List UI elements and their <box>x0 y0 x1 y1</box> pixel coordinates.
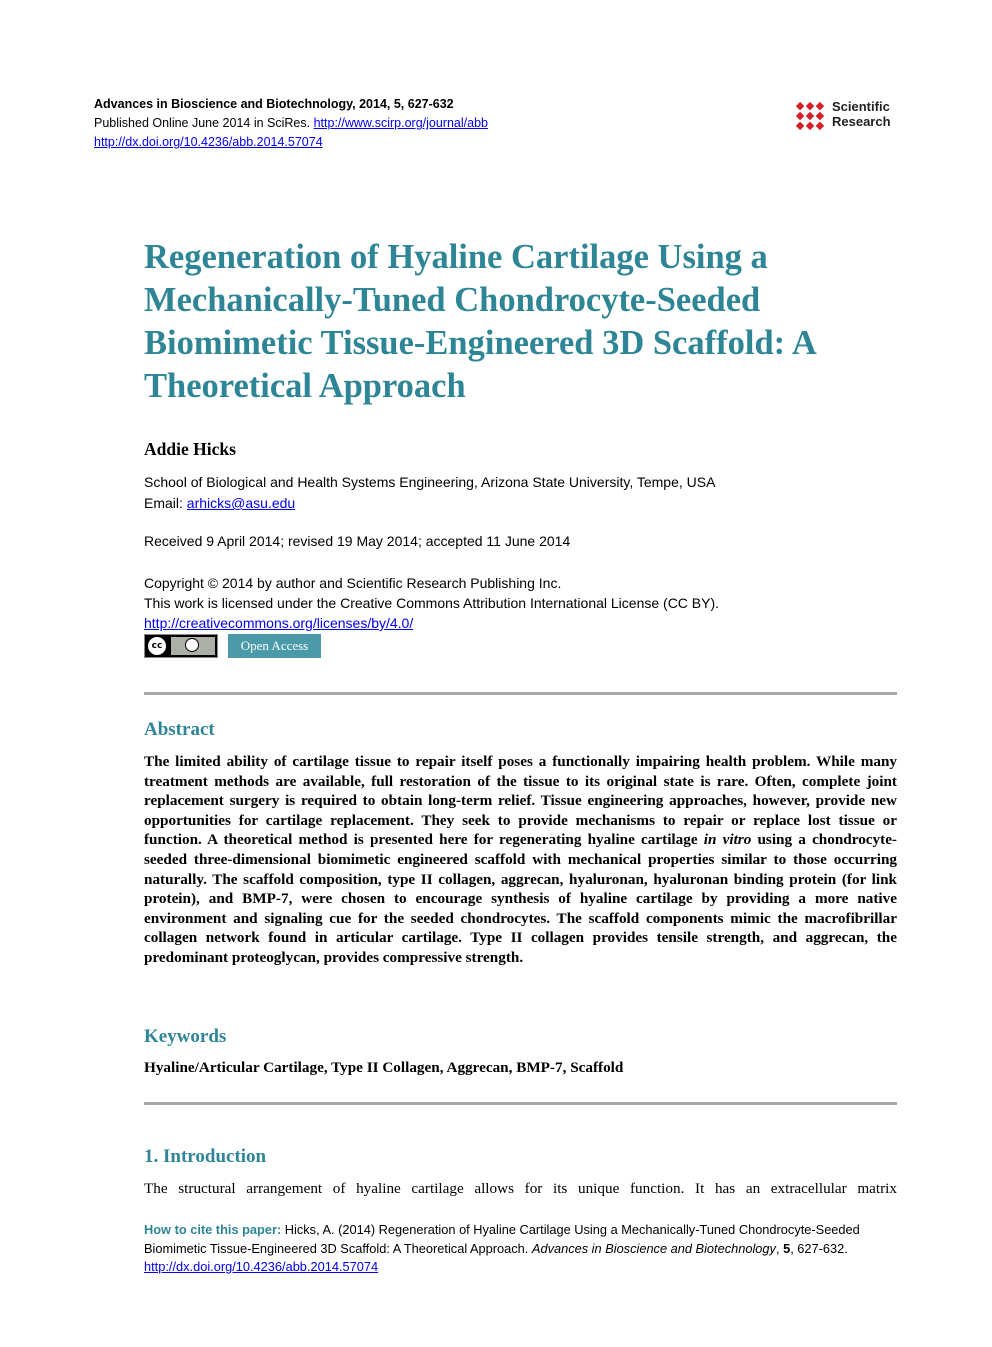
by-icon <box>171 637 215 655</box>
cite-pages: , 627-632. <box>790 1240 848 1256</box>
divider-top <box>144 692 897 695</box>
cc-icon: cc <box>148 637 166 655</box>
received-dates: Received 9 April 2014; revised 19 May 2014; accepted 11 June 2014 <box>144 533 571 549</box>
email-label: Email: <box>144 495 183 511</box>
license-line: This work is licensed under the Creative Commons Attribution International License (CC BY). <box>144 595 720 611</box>
journal-link[interactable]: http://www.scirp.org/journal/abb <box>313 116 488 130</box>
journal-citation: Advances in Bioscience and Biotechnology, 2014, 5, 627-632 <box>94 97 454 111</box>
person-icon <box>185 638 199 652</box>
citation-footer: How to cite this paper: Hicks, A. (2014) Regeneration of Hyaline Cartilage Using a Mechanically-Tuned Chondrocyte-Seeded Biomimetic Tissue-Engineered 3D Scaffold: A Theoretical Approach. Advances in Bioscience and Biotechnology, 5, 627-632. http://dx.doi.org/10.4236/abb.2014.57074 <box>144 1222 860 1274</box>
cite-label: How to cite this paper: <box>144 1222 282 1237</box>
cite-doi-link[interactable]: http://dx.doi.org/10.4236/abb.2014.57074 <box>144 1259 379 1274</box>
email-line <box>144 493 715 514</box>
cite-journal: Advances in Bioscience and Biotechnology <box>531 1240 776 1256</box>
introduction-text: The structural arrangement of hyaline cartilage allows for its unique function. It has an extracellular matrix <box>144 1180 897 1197</box>
published-line <box>94 114 488 133</box>
scientific-research-logo <box>790 96 910 136</box>
author-affiliation-block <box>144 472 715 514</box>
abstract-italic: in vitro <box>703 831 752 849</box>
email-link[interactable]: arhicks@asu.edu <box>186 495 296 511</box>
divider-bottom <box>144 1102 897 1105</box>
author-name: Addie Hicks <box>144 439 236 459</box>
logo-text <box>832 99 891 129</box>
logo-line-1: Scientific <box>832 99 890 114</box>
keywords-heading: Keywords <box>144 1026 227 1047</box>
keywords-text: Hyaline/Articular Cartilage, Type II Collagen, Aggrecan, BMP-7, Scaffold <box>144 1059 624 1076</box>
affiliation: School of Biological and Health Systems Engineering, Arizona State University, Tempe, USA <box>144 474 716 490</box>
cc-by-badge[interactable] <box>144 634 218 658</box>
logo-mark-icon <box>790 96 830 136</box>
abstract-text-part-1: The limited ability of cartilage tissue to repair itself poses a functionally impairing health problem. While many treatment methods are available, full restoration of the tissue to its original state is rare. Often, complete joint replacement surgery is required to obtain long-term relief. Tissue engineering approaches, however, provide new opportunities for cartilage replacement. They seek to provide mechanisms to repair or replace lost tissue or function. A theoretical method is presented here for regenerating hyaline cartilage <box>144 753 897 849</box>
copyright-line: Copyright © 2014 by author and Scientific Research Publishing Inc. <box>144 575 562 591</box>
abstract-heading: Abstract <box>144 719 215 740</box>
license-link[interactable]: http://creativecommons.org/licenses/by/4.0/ <box>144 615 414 631</box>
copyright-block <box>144 573 719 633</box>
introduction-heading: 1. Introduction <box>144 1146 267 1167</box>
cite-text: Hicks, A. (2014) Regeneration of Hyaline Cartilage Using a Mechanically-Tuned Chondrocyte-Seeded Biomimetic Tissue-Engineered 3D Scaffold: A Theoretical Approach. <box>144 1222 860 1256</box>
abstract-text-part-2: using a chondrocyte-seeded three-dimensional biomimetic engineered scaffold with mechanical properties similar to those occurring naturally. The scaffold composition, type II collagen, aggrecan, hyaluronan, hyaluronan binding protein (for link protein), and BMP-7, were chosen to encourage synthesis of hyaline cartilage by providing a more native environment and signaling cue for the seeded chondrocytes. The scaffold components mimic the macrofibrillar collagen network found in articular cartilage. Type II collagen provides tensile strength, and aggrecan, the predominant proteoglycan, provides compressive strength. <box>144 831 897 966</box>
published-text: Published Online June 2014 in SciRes. <box>94 116 311 130</box>
abstract-text <box>144 752 897 968</box>
doi-link[interactable]: http://dx.doi.org/10.4236/abb.2014.57074 <box>94 135 323 149</box>
journal-header <box>94 95 488 152</box>
open-access-badge[interactable]: Open Access <box>228 634 321 658</box>
logo-line-2: Research <box>832 114 891 129</box>
cite-volume: 5 <box>783 1240 791 1256</box>
paper-title: Regeneration of Hyaline Cartilage Using a Mechanically-Tuned Chondrocyte-Seeded Biomimetic Tissue-Engineered 3D Scaffold: A Theoretical Approach <box>144 238 815 405</box>
